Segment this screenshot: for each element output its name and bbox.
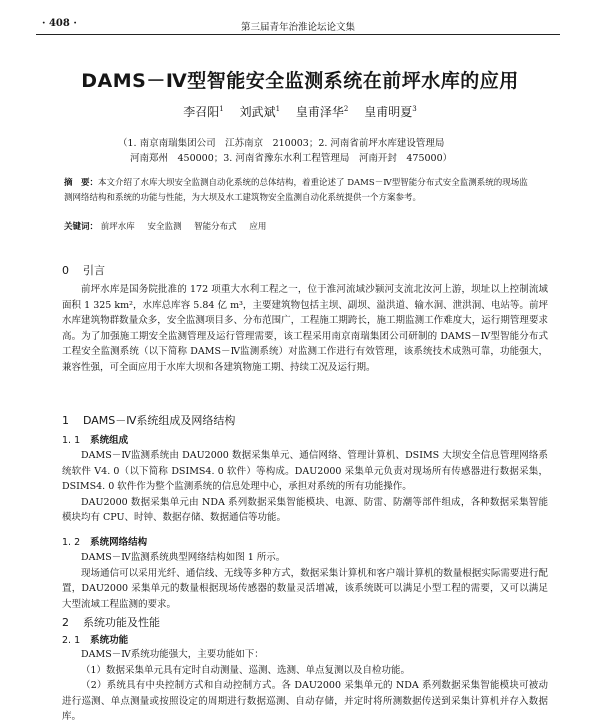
section-1-1-body (62, 448, 548, 526)
page-number: · 408 · (42, 18, 77, 29)
paragraph: （1）数据采集单元具有定时自动测量、巡测、选测、单点复测以及自检功能。 (81, 664, 411, 676)
journal-name: 第三届青年治淮论坛论文集 (240, 22, 355, 33)
keyword: 应用 (249, 222, 267, 232)
keyword: 安全监测 (147, 222, 182, 232)
author: 李召阳$^1$ (183, 105, 224, 119)
affiliation-line: （1. 南京南瑞集团公司 江苏南京 210003；2. 河南省前坪水库建设管理局 (118, 138, 445, 149)
section-1-2-body (62, 550, 548, 612)
keyword: 前坪水库 (100, 222, 135, 232)
abstract-text: 本文介绍了水库大坝安全监测自动化系统的总体结构，着重论述了 DAMS－Ⅳ型智能分布式安全监测系统的现场监测网络结构和系统的功能与性能，为大坝及水工建筑物安全监测自动化系统提供一个方案参考。 (64, 178, 528, 203)
author-list (0, 103, 600, 120)
section-heading-2: 2 系统功能及性能 (62, 616, 160, 629)
keyword: 智能分布式 (194, 222, 237, 232)
section-heading-1: 1 DAMS－Ⅳ系统组成及网络结构 (62, 414, 236, 427)
abstract-label: 摘 要： (64, 178, 99, 188)
author: 刘武斌$^1$ (239, 105, 281, 119)
subsection-heading-2-1: 2. 1 系统功能 (62, 635, 129, 646)
paragraph: DAMS－Ⅳ监测系统典型网络结构如图 1 所示。 (81, 552, 286, 563)
intro-paragraph: 前坪水库是国务院批准的 172 项重大水利工程之一，位于淮河流域沙颍河支流北汝河上游，坝址以上控制流域面积 1 325 km²，水库总库容 5.84 亿 m³，主要建筑物包括主坝、副坝、溢洪道、输水洞、泄洪洞、电站等。前坪水库建筑物群数量众多，安全监测项目多、分布范围广，工程施工期跨长，施工期监测工作难度大，运行期管理要求高。为了加强施工期安全监测管理及运行管理需要，该工程采用南京南瑞集团公司研制的 DAMS－Ⅳ型智能分布式工程安全监测系统（以下简称 DAMS－Ⅳ监测系统）对监测工作进行有效管理，该系统技术成熟可靠，功能强大，兼容性强，可全面应用于水库大坝和各建筑物施工期、持续工况及运行期。 (62, 284, 548, 373)
paragraph: DAU2000 数据采集单元由 NDA 系列数据采集智能模块、电源、防雷、防潮等部件组成，各种数据采集智能模块均有 CPU、时钟、数据存储、数据通信等功能。 (62, 496, 548, 523)
abstract (64, 176, 534, 206)
affiliations (118, 136, 498, 166)
subsection-heading-1-2: 1. 2 系统网络结构 (62, 537, 148, 548)
keywords-label: 关键词： (64, 222, 99, 232)
running-header (36, 16, 560, 35)
section-2-1-body (62, 647, 548, 725)
author: 皇甫泽华$^2$ (295, 105, 349, 119)
affiliation-line: 河南郑州 450000；3. 河南省豫东水利工程管理局 河南开封 475000） (130, 153, 453, 164)
paragraph: DAMS－Ⅳ监测系统由 DAU2000 数据采集单元、通信网络、管理计算机、DSIMS 大坝安全信息管理网络系统软件 V4. 0（以下简称 DSIMS4. 0 软件）等构成。DAU2000 采集单元负责对现场所有传感器进行数据采集，DSIMS4. 0 软件作为整个监测系统的信息处理中心，承担对系统的所有功能操作。 (62, 450, 548, 492)
paragraph: 现场通信可以采用光纤、通信线、无线等多种方式，数据采集计算机和客户端计算机的数量根据实际需要进行配置，DAU2000 采集单元的数量根据现场传感器的数量灵活增减，该系统既可以满足小型工程的需要，又可以满足大型流域工程监测的要求。 (62, 567, 548, 610)
section-heading-0: 0 引言 (62, 264, 105, 277)
paragraph: DAMS－Ⅳ系统功能强大，主要功能如下： (81, 649, 264, 660)
author: 皇甫明夏$^3$ (364, 105, 417, 119)
paper-title: DAMS－Ⅳ型智能安全监测系统在前坪水库的应用 (81, 70, 519, 92)
subsection-heading-1-1: 1. 1 系统组成 (62, 435, 129, 446)
paragraph: （2）系统具有中央控制方式和自动控制方式。各 DAU2000 采集单元的 NDA 系列数据采集智能模块可被动进行巡测、单点测量或按照设定的周期进行数据巡测、自动存储，并定时将所测数据传送到采集计算机并存入数据库。 (62, 680, 548, 722)
keywords (64, 220, 534, 232)
